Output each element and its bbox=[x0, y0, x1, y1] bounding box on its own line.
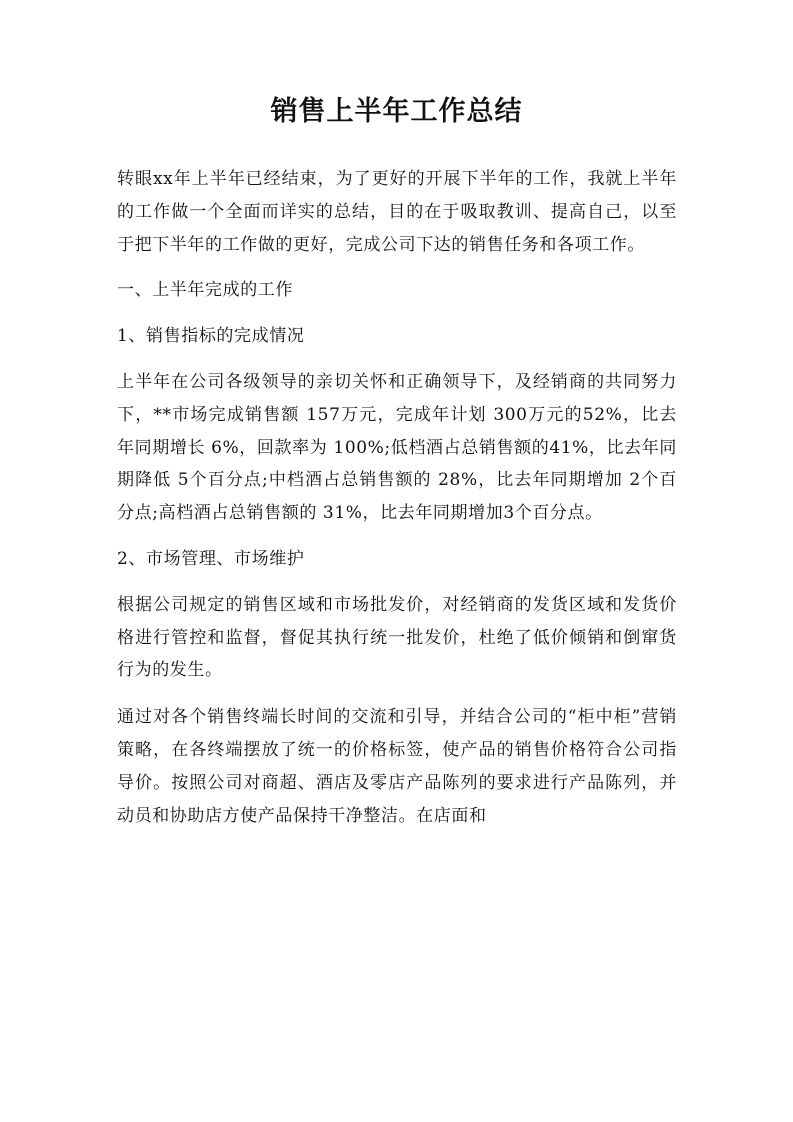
market-control-paragraph: 根据公司规定的销售区域和市场批发价，对经销商的发货区域和发货价格进行管控和监督，督促其执行统一批发价，杜绝了低价倾销和倒窜货行为的发生。 bbox=[117, 594, 677, 681]
document-title: 销售上半年工作总结 bbox=[270, 96, 523, 127]
intro-paragraph: 转眼xx年上半年已经结束，为了更好的开展下半年的工作，我就上半年的工作做一个全面而详实的总结，目的在于吸取教训、提高自己，以至于把下半年的工作做的更好，完成公司下达的销售任务和各项工作。 bbox=[117, 169, 677, 255]
subsection-heading-market-management: 2、市场管理、市场维护 bbox=[117, 548, 305, 569]
document-body bbox=[117, 163, 677, 832]
subsection-heading-sales-targets: 1、销售指标的完成情况 bbox=[117, 326, 305, 347]
section-heading-completed-work: 一、上半年完成的工作 bbox=[117, 280, 293, 301]
terminal-guidance-paragraph: 通过对各个销售终端长时间的交流和引导，并结合公司的“柜中柜”营销策略，在各终端摆放了统一的价格标签，使产品的销售价格符合公司指导价。按照公司对商超、酒店及零店产品陈列的要求进行产品陈列，并动员和协助店方使产品保持干净整洁。在店面和 bbox=[117, 707, 677, 826]
sales-targets-paragraph: 上半年在公司各级领导的亲切关怀和正确领导下，及经销商的共同努力下，**市场完成销售额 157万元，完成年计划 300万元的52%，比去年同期增长 6%，回款率为 100%;低档酒占总销售额的41%，比去年同期降低 5个百分点;中档酒占总销售额的 28%，比去年同期增加 2个百分点;高档酒占总销售额的 31%，比去年同期增加3个百分点。 bbox=[117, 371, 677, 524]
